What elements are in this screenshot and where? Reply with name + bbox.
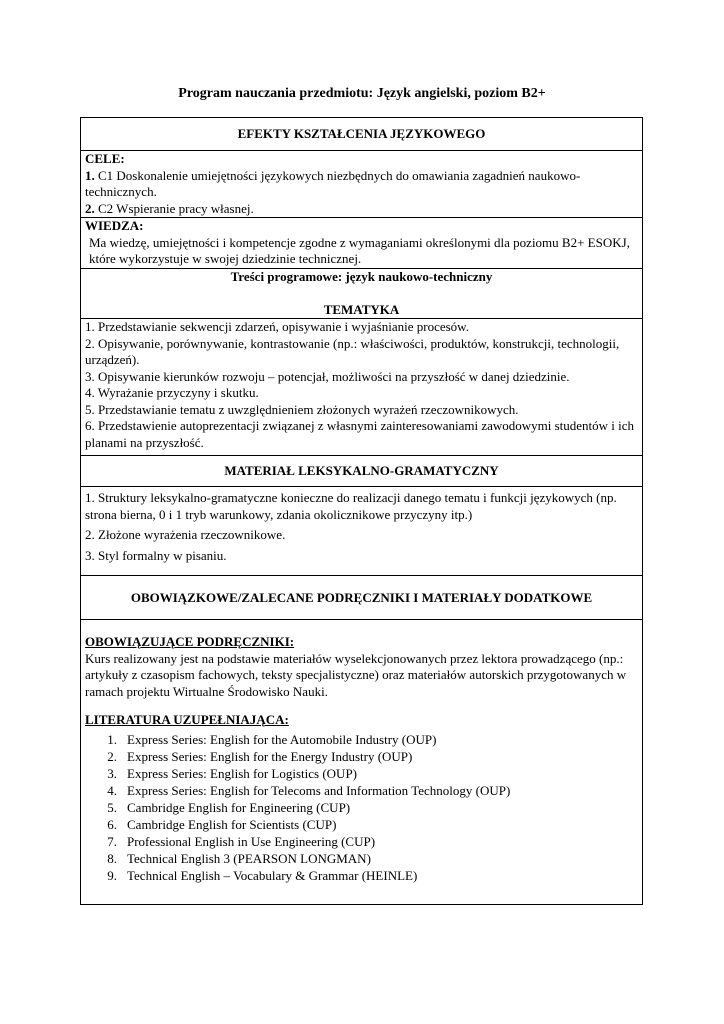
program-table xyxy=(80,117,643,905)
tematyka-heading: TEMATYKA xyxy=(323,301,400,317)
tematyka-item: 5. Przedstawianie tematu z uwzględnieniem złożonych wyrażeń rzeczownikowych. xyxy=(85,401,519,417)
list-item: 6. Cambridge English for Scientists (CUP) xyxy=(107,816,337,832)
page-title: Program nauczania przedmiotu: Język angielski, poziom B2+ xyxy=(178,86,546,101)
wiedza-text: Ma wiedzę, umiejętności i kompetencje zgodne z wymaganiami określonymi dla poziomu B2+ ESOKJ, które wykorzystuje w swojej dziedzinie technicznej. xyxy=(89,234,630,266)
list-item: 3. Express Series: English for Logistics (OUP) xyxy=(107,765,358,781)
cele-heading: CELE: xyxy=(85,151,125,166)
wiedza-row xyxy=(81,218,643,269)
list-item: 4. Express Series: English for Telecoms and Information Technology (OUP) xyxy=(107,782,511,798)
tematyka-cell xyxy=(81,319,643,456)
tematyka-item: 3. Opisywanie kierunków rozwoju – potencjał, możliwości na przyszłość w danej dziedzinie. xyxy=(85,368,570,384)
tematyka-item: 4. Wyrażanie przyczyny i skutku. xyxy=(85,385,259,400)
podreczniki-cell xyxy=(81,620,643,905)
material-row xyxy=(81,487,643,576)
wiedza-heading: WIEDZA: xyxy=(85,218,144,233)
tematyka-item: 6. Przedstawienie autoprezentacji związanej z własnymi zainteresowaniami zawodowymi studentów i ich planami na przyszłość. xyxy=(85,418,635,450)
efekty-header-row xyxy=(81,118,643,151)
material-item: 2. Złożone wyrażenia rzeczownikowe. xyxy=(85,527,286,542)
material-cell xyxy=(81,487,643,576)
material-item: 3. Styl formalny w pisaniu. xyxy=(85,547,227,563)
efekty-header: EFEKTY KSZTAŁCENIA JĘZYKOWEGO xyxy=(81,118,643,151)
list-item: 8. Technical English 3 (PEARSON LONGMAN) xyxy=(107,850,371,866)
podreczniki-header-row xyxy=(81,576,643,620)
cele-row xyxy=(81,151,643,218)
wiedza-cell xyxy=(81,218,643,269)
podreczniki-heading: OBOWIĄZKOWE/ZALECANE PODRĘCZNIKI I MATERIAŁY DODATKOWE xyxy=(81,576,643,620)
literatura-list xyxy=(85,731,638,884)
list-item: 9. Technical English – Vocabulary & Grammar (HEINLE) xyxy=(107,867,418,883)
list-item: 7. Professional English in Use Engineering (CUP) xyxy=(107,833,376,849)
cele-item-1: 1. C1 Doskonalenie umiejętności językowych niezbędnych do omawiania zagadnień naukowo-technicznych. xyxy=(85,167,581,199)
material-item: 1. Struktury leksykalno-gramatyczne konieczne do realizacji danego tematu i funkcji językowych (np. strona bierna, 0 i 1 tryb warunkowy, zdania okolicznikowe przyczyny itp.) xyxy=(85,490,617,522)
list-item: 2. Express Series: English for the Energy Industry (OUP) xyxy=(107,748,413,764)
material-header-row xyxy=(81,456,643,487)
obowiazujace-heading: OBOWIĄZUJĄCE PODRĘCZNIKI: xyxy=(85,634,295,649)
tematyka-row xyxy=(81,319,643,456)
podreczniki-row xyxy=(81,620,643,905)
material-heading: MATERIAŁ LEKSYKALNO-GRAMATYCZNY xyxy=(81,456,643,487)
tresci-heading: Treści programowe: język naukowo-techniczny xyxy=(230,269,493,284)
obowiazujace-text: Kurs realizowany jest na podstawie materiałów wyselekcjonowanych przez lektora prowadzącego (np.: artykuły z czasopism fachowych, teksty specjalistyczne) oraz materiałów autorskich przygotowanych w ramach projektu Wirtualne Środowisko Nauki. xyxy=(85,650,627,699)
list-item: 5. Cambridge English for Engineering (CUP) xyxy=(107,799,351,815)
literatura-heading: LITERATURA UZUPEŁNIAJĄCA: xyxy=(85,712,289,727)
list-item: 1. Express Series: English for the Automobile Industry (OUP) xyxy=(107,731,437,747)
tematyka-item: 2. Opisywanie, porównywanie, kontrastowanie (np.: właściwości, produktów, konstrukcji, technologii, urządzeń). xyxy=(85,335,620,367)
tematyka-item: 1. Przedstawianie sekwencji zdarzeń, opisywanie i wyjaśnianie procesów. xyxy=(85,319,469,334)
tresci-header-cell xyxy=(81,269,643,319)
tresci-header-row xyxy=(81,269,643,319)
cele-item-2: 2. C2 Wspieranie pracy własnej. xyxy=(85,200,254,216)
cele-cell xyxy=(81,151,643,218)
